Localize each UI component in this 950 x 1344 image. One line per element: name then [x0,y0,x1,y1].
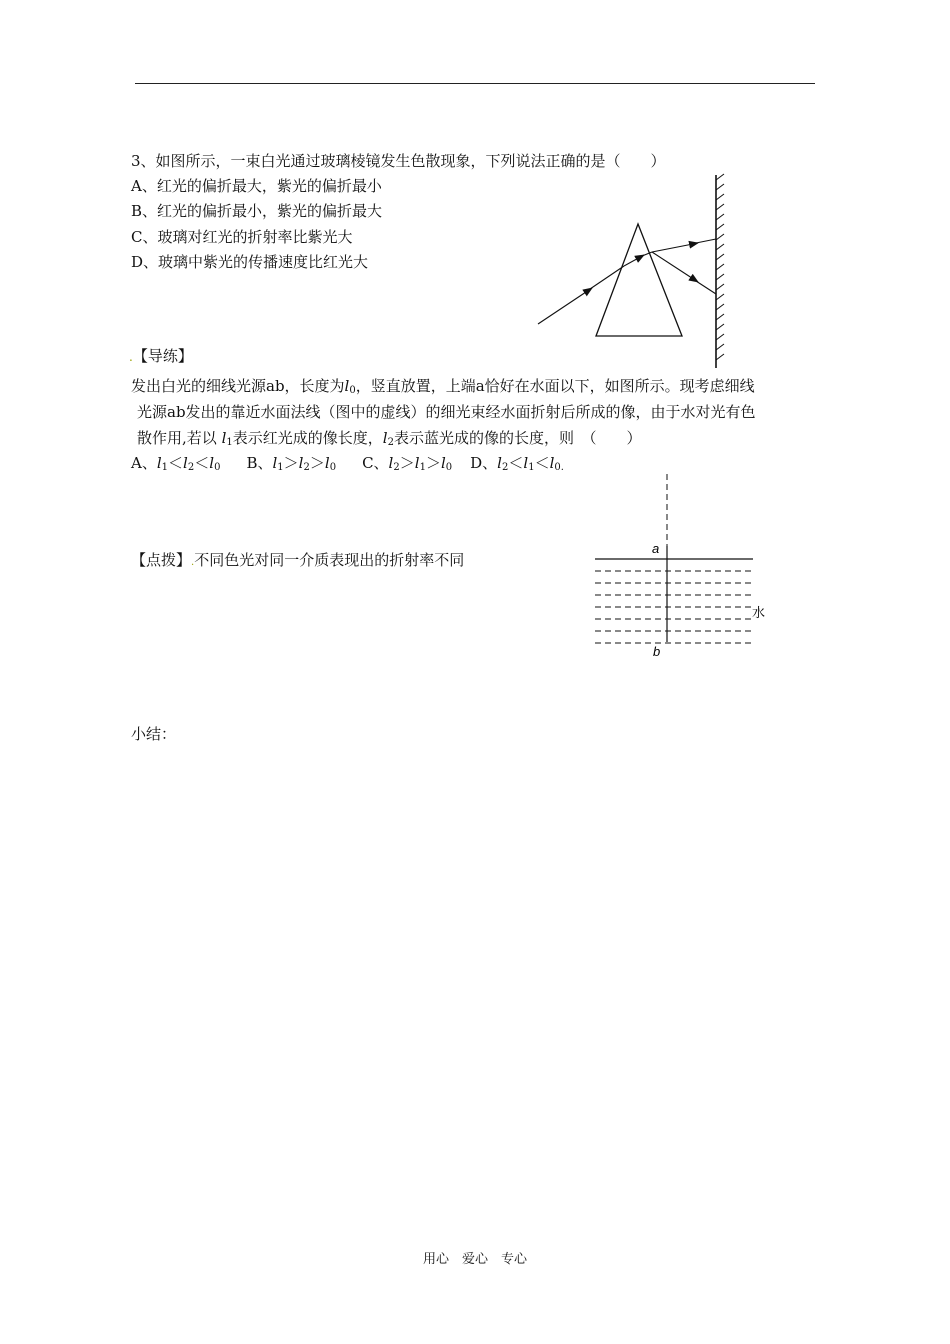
para3-text-b: 表示红光成的像长度， [232,429,383,447]
header-rule [135,83,815,84]
practice-option-c: C、$l_2>l_1>l_0$ [362,454,453,473]
sub-2: 2 [387,437,394,448]
practice-para-3 [137,428,641,453]
practice-heading [129,346,193,367]
q3-stem: 3、如图所示，一束白光通过玻璃棱镜发生色散现象，下列说法正确的是（ ） [131,152,666,170]
practice-option-a: A、$l_1<l_2<l_0$ [131,454,221,473]
sub-0: 0 [349,385,356,396]
symbol-l2: l [382,429,388,447]
label-water: 水 [752,606,766,621]
ray-inside-prism [624,255,644,266]
hint-text: 不同色光对同一介质表现出的折射率不同 [194,551,465,569]
label-a: a [652,541,660,556]
symbol-l1: l [221,429,227,447]
practice-para-2: 光源ab发出的靠近水面法线（图中的虚线）的细光束经水面折射后所成的像，由于水对光有色 [137,403,756,421]
prism-triangle [596,224,682,336]
label-b: b [653,644,661,659]
para3-text-c: 表示蓝光成的像的长度，则 （ ） [393,429,642,447]
upper-exit-ray [652,243,698,252]
q3-option-d: D、玻璃中紫光的传播速度比红光大 [131,253,369,271]
symbol-l0: l [344,377,350,395]
prism-diagram [530,170,760,370]
practice-heading-text: 【导练】 [132,347,193,365]
practice-options [131,453,564,478]
para1-text: 发出白光的细线光源ab，长度为 [131,377,345,395]
water-diagram [590,470,790,670]
practice-option-d: D、$l_2<l_1<l_{0.}$ [470,454,564,473]
marker-dot: . [191,557,195,568]
q3-option-b: B、红光的偏折最小，紫光的偏折最大 [131,202,383,220]
summary-label: 小结： [131,725,177,743]
para1-text-b: ，竖直放置，上端a恰好在水面以下，如图所示。现考虑细线 [355,377,755,395]
hint-heading: 【点拨】 [131,551,192,569]
hint [131,550,464,573]
screen-hatching [716,174,724,360]
q3-option-c: C、玻璃对红光的折射率比紫光大 [131,228,353,246]
practice-para-1 [131,376,755,401]
marker-dot: . [129,350,133,364]
q3-option-a: A、红光的偏折最大，紫光的偏折最小 [131,177,382,195]
footer: 用心 爱心 专心 [422,1252,527,1267]
incident-ray [538,288,592,324]
sub-1: 1 [226,437,233,448]
water-lines [595,571,753,643]
practice-option-b: B、$l_1>l_2>l_0$ [246,454,337,473]
para3-text-a: 散作用,若以 [137,429,217,447]
